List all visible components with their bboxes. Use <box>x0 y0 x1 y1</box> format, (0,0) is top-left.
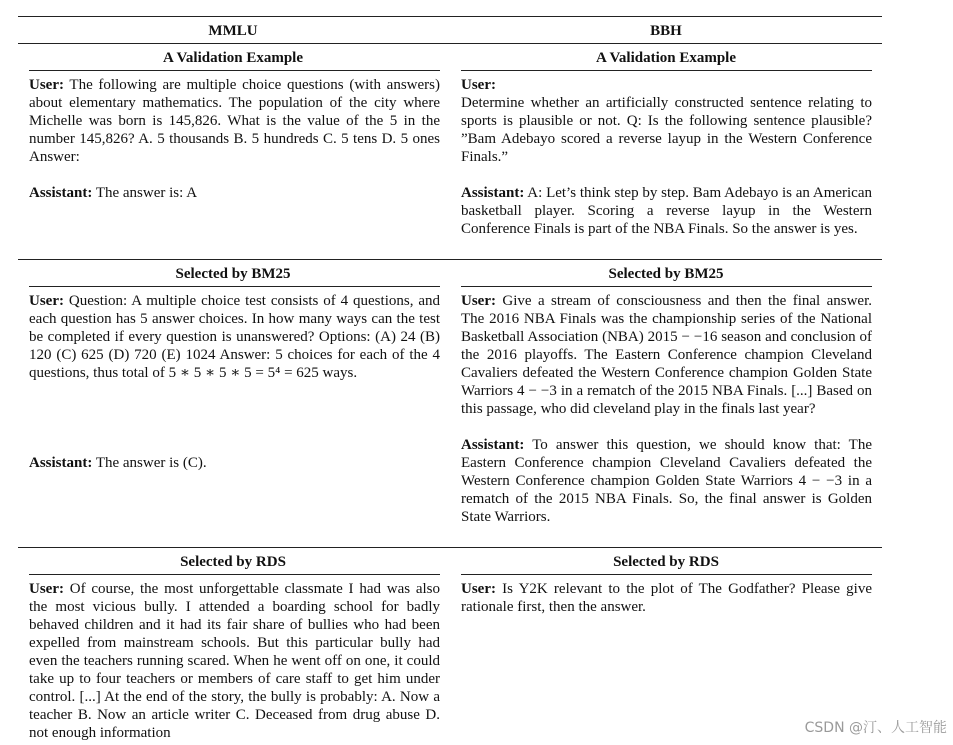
section-title-bm25-left: Selected by BM25 <box>175 266 291 282</box>
mmlu-rds-cell <box>29 580 440 742</box>
section-divider <box>18 259 882 260</box>
section-rule <box>29 286 440 287</box>
assistant-text: A: Let’s think step by step. Bam Adebayo is an American basketball player. Scoring a reverse layup in the Western Conference Finals is part of the NBA Finals. So the answer is yes. <box>461 185 872 237</box>
section-title-rds-left: Selected by RDS <box>180 554 286 570</box>
section-rule <box>29 70 440 71</box>
user-turn <box>29 76 440 166</box>
section-title-validation-left: A Validation Example <box>162 50 304 66</box>
user-turn <box>461 76 872 166</box>
section-title-bm25-right: Selected by BM25 <box>608 266 724 282</box>
user-label: User: <box>29 293 64 309</box>
user-text: Of course, the most unforgettable classmate I had was also the most vicious bully. I attended a boarding school for badly behaved children and it had its fair share of bullies who had been expelled from mainstream schools. But this particular bully had even the teachers running scared. When he went off on one, it could take up to four teachers or members of care staff to get him under control. [...] At the end of the story, the bully is probably: A. Now a teacher B. Now an article writer C. Deceased from drug abuse D. not enough information <box>29 581 440 741</box>
section-title-rds-right: Selected by RDS <box>613 554 719 570</box>
watermark-text: CSDN @汀、人工智能 <box>804 720 947 736</box>
mmlu-bm25-assistant <box>29 454 440 472</box>
assistant-turn <box>461 184 872 238</box>
section-rule <box>461 70 872 71</box>
column-header-bbh: BBH <box>650 23 682 39</box>
section-rule <box>461 286 872 287</box>
mmlu-validation-cell <box>29 76 440 202</box>
header-rule <box>18 43 882 44</box>
user-turn <box>29 580 440 742</box>
assistant-label: Assistant: <box>29 455 93 471</box>
assistant-label: Assistant: <box>461 437 525 453</box>
user-turn <box>461 580 872 616</box>
user-text: Is Y2K relevant to the plot of The Godfather? Please give rationale first, then the answer. <box>461 581 873 615</box>
bbh-validation-cell <box>461 76 872 238</box>
mmlu-bm25-cell <box>29 292 440 382</box>
user-label: User: <box>461 77 496 93</box>
section-rule <box>29 574 440 575</box>
user-text: Question: A multiple choice test consists of 4 questions, and each question has 5 answer choices. In how many ways can the test be completed if every question is unanswered? Options: (A) 24 (B) 120 (C) 625 (D) 720 (E) 1024 Answer: 5 choices for each of the 4 questions, thus total of 5 ∗ 5 ∗ 5 ∗ 5 = 5⁴ = 625 ways. <box>29 293 440 381</box>
user-text: Determine whether an artificially constructed sentence relating to sports is plausible or not. Q: Is the following sentence plausible? ”Bam Adebayo scored a reverse layup in the Western Conference Finals.” <box>461 95 872 165</box>
section-rule <box>461 574 872 575</box>
assistant-text: To answer this question, we should know that: The Eastern Conference champion Cleveland Cavaliers defeated the Western Conference champion Golden State Warriors 4 − −3 in a rematch of the 2015 NBA Finals. So, the final answer is Golden State Warriors. <box>461 437 872 525</box>
assistant-label: Assistant: <box>461 185 525 201</box>
user-text: Give a stream of consciousness and then the final answer. The 2016 NBA Finals was the championship series of the National Basketball Association (NBA) 2015 − −16 season and conclusion of the 2016 playoffs. The Eastern Conference champion Cleveland Cavaliers defeated the Western Conference champion Golden State Warriors 4 − −3 in a rematch of the 2015 NBA Finals. [...] Based on this passage, who did cleveland play in the finals last year? <box>461 293 873 417</box>
user-label: User: <box>29 77 64 93</box>
user-label: User: <box>461 581 496 597</box>
assistant-text: The answer is: A <box>95 185 198 201</box>
assistant-turn <box>29 184 440 202</box>
user-turn <box>461 292 872 418</box>
user-text: The following are multiple choice questions (with answers) about elementary mathematics. The population of the city where Michelle was born is 145,826. What is the value of the 5 in the number 145,826? A. 5 thousands B. 5 hundreds C. 5 tens D. 5 ones Answer: <box>29 77 440 165</box>
bbh-rds-cell <box>461 580 872 616</box>
user-turn <box>29 292 440 382</box>
assistant-label: Assistant: <box>29 185 93 201</box>
section-title-validation-right: A Validation Example <box>595 50 737 66</box>
assistant-turn <box>461 436 872 526</box>
assistant-turn <box>29 454 440 472</box>
assistant-text: The answer is (C). <box>95 455 207 471</box>
section-divider <box>18 547 882 548</box>
column-header-mmlu: MMLU <box>208 23 258 39</box>
user-label: User: <box>461 293 496 309</box>
user-label: User: <box>29 581 64 597</box>
table-top-rule <box>18 16 882 17</box>
bbh-bm25-cell <box>461 292 872 526</box>
